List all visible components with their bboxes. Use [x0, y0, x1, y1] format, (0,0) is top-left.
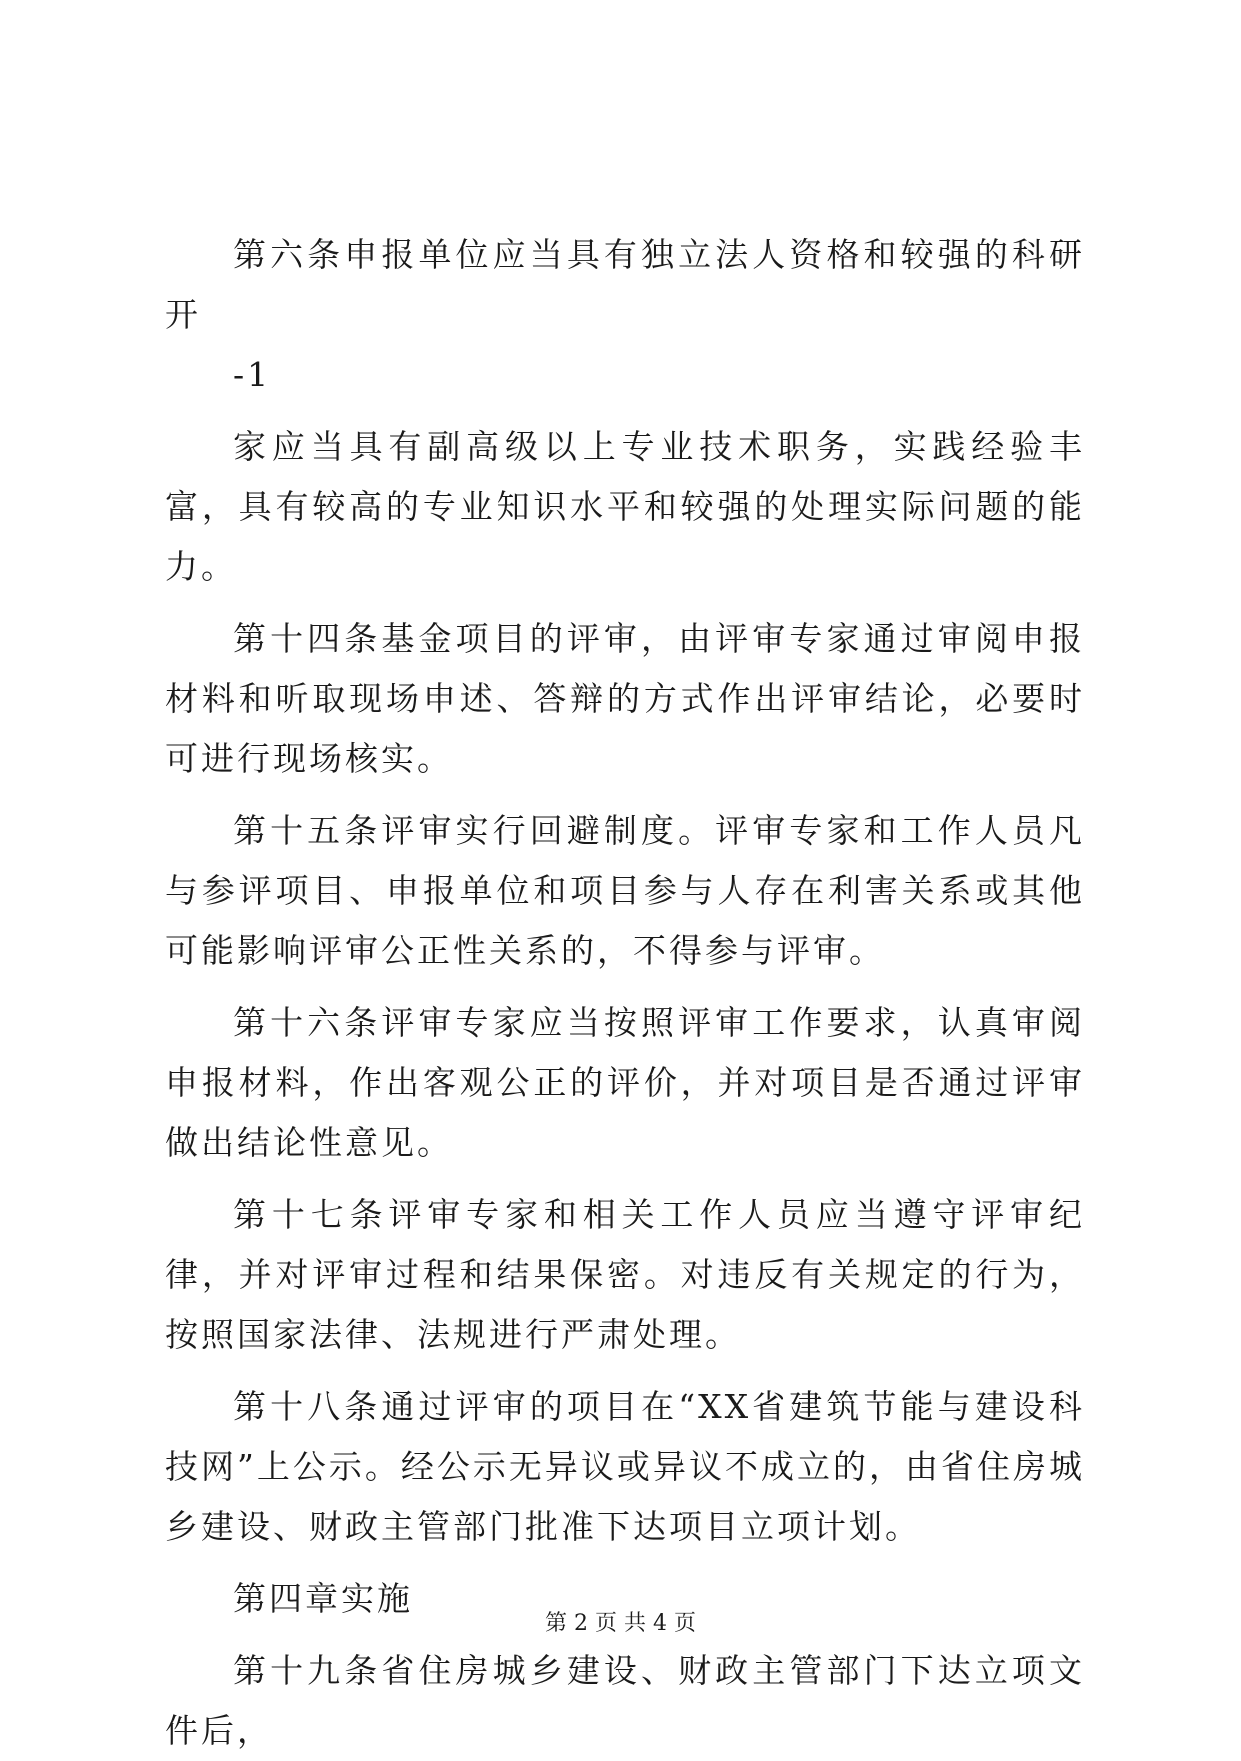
page-footer: 第 2 页 共 4 页 [545, 1611, 696, 1636]
paragraph-article-17: 第十七条评审专家和相关工作人员应当遵守评审纪律，并对评审过程和结果保密。对违反有关规定的行为，按照国家法律、法规进行严肃处理。 [165, 1195, 1085, 1354]
paragraph-article-19: 第十九条省住房城乡建设、财政主管部门下达立项文件后， [165, 1651, 1085, 1750]
paragraph-article-18: 第十八条通过评审的项目在“XX省建筑节能与建设科技网”上公示。经公示无异议或异议不成立的，由省住房城乡建设、财政主管部门批准下达项目立项计划。 [165, 1387, 1085, 1546]
paragraph-fragment: -1 [233, 355, 272, 394]
paragraph-article-6: 第六条申报单位应当具有独立法人资格和较强的科研开 [165, 235, 1085, 334]
paragraph-expert-qualification: 家应当具有副高级以上专业技术职务，实践经验丰富，具有较高的专业知识水平和较强的处理实际问题的能力。 [165, 427, 1085, 586]
chapter-heading-4: 第四章实施 [233, 1579, 413, 1618]
document-body [165, 225, 1085, 1761]
paragraph-article-15: 第十五条评审实行回避制度。评审专家和工作人员凡与参评项目、申报单位和项目参与人存在利害关系或其他可能影响评审公正性关系的，不得参与评审。 [165, 811, 1085, 970]
paragraph-article-16: 第十六条评审专家应当按照评审工作要求，认真审阅申报材料，作出客观公正的评价，并对项目是否通过评审做出结论性意见。 [165, 1003, 1085, 1162]
paragraph-article-14: 第十四条基金项目的评审，由评审专家通过审阅申报材料和听取现场申述、答辩的方式作出评审结论，必要时可进行现场核实。 [165, 619, 1085, 778]
